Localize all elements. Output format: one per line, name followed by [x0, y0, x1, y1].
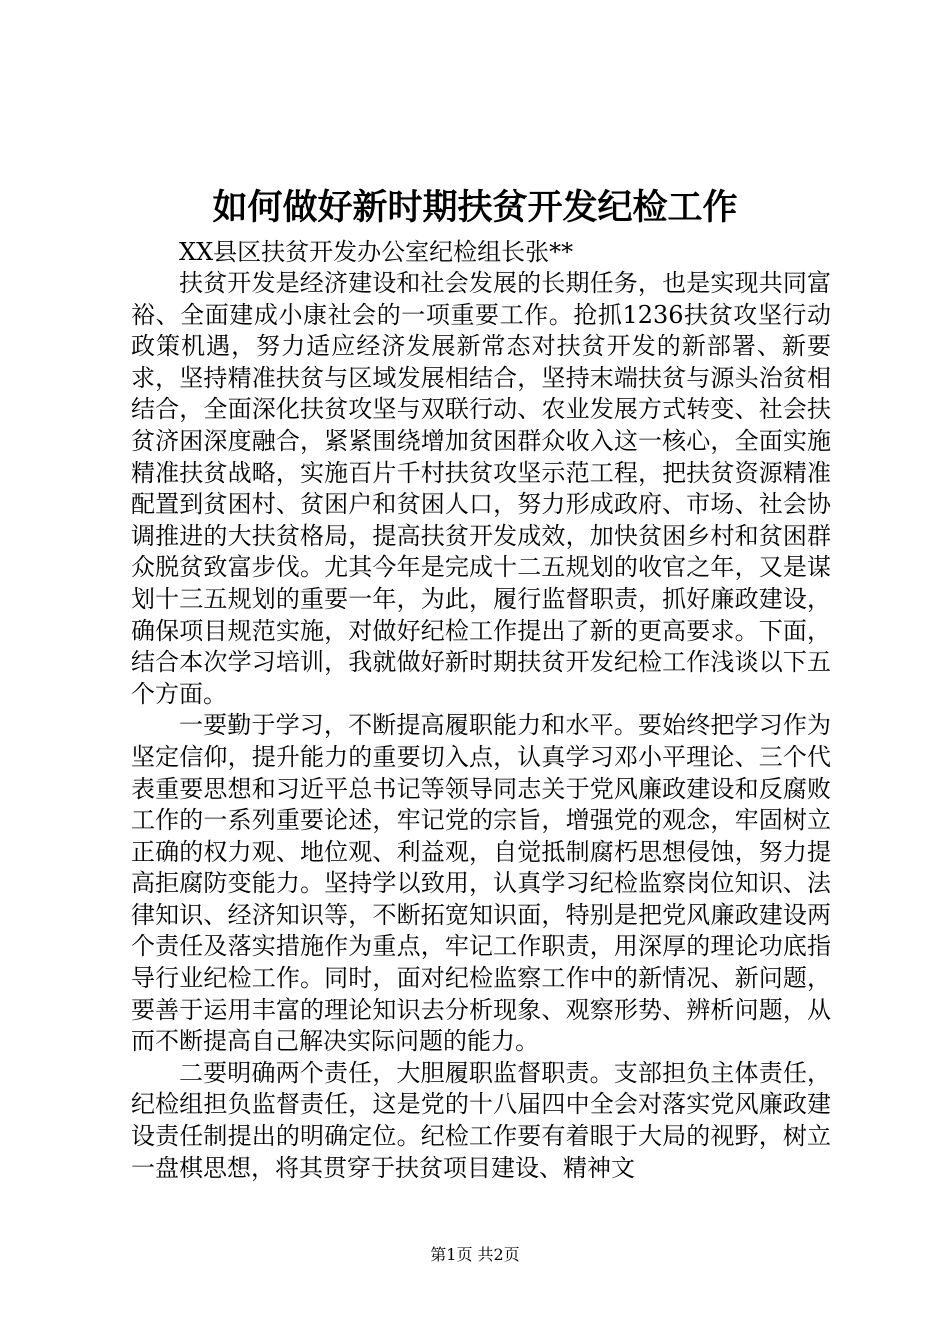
- author-line: XX县区扶贫开发办公室纪检组长张**: [179, 238, 574, 266]
- paragraph-point-one: 一要勤于学习，不断提高履职能力和水平。要始终把学习作为坚定信仰，提升能力的重要切入点，认真学习邓小平理论、三个代表重要思想和习近平总书记等领导同志关于党风廉政建设和反腐败工作的一系列重要论述，牢记党的宗旨，增强党的观念，牢固树立正确的权力观、地位观、利益观，自觉抵制腐朽思想侵蚀，努力提高拒腐防变能力。坚持学以致用，认真学习纪检监察岗位知识、法律知识、经济知识等，不断拓宽知识面，特别是把党风廉政建设两个责任及落实措施作为重点，牢记工作职责，用深厚的理论功底指导行业纪检工作。同时，面对纪检监察工作中的新情况、新问题，要善于运用丰富的理论知识去分析现象、观察形势、辨析问题，从而不断提高自己解决实际问题的能力。: [131, 711, 831, 1056]
- paragraph-point-two: 二要明确两个责任，大胆履职监督职责。支部担负主体责任，纪检组担负监督责任，这是党的十八届四中全会对落实党风廉政建设责任制提出的明确定位。纪检工作要有着眼于大局的视野，树立一盘棋思想，将其贯穿于扶贫项目建设、精神文: [131, 1058, 831, 1182]
- paragraph-intro: 扶贫开发是经济建设和社会发展的长期任务，也是实现共同富裕、全面建成小康社会的一项重要工作。抢抓1236扶贫攻坚行动政策机遇，努力适应经济发展新常态对扶贫开发的新部署、新要求，坚持精准扶贫与区域发展相结合，坚持末端扶贫与源头治贫相结合，全面深化扶贫攻坚与双联行动、农业发展方式转变、社会扶贫济困深度融合，紧紧围绕增加贫困群众收入这一核心，全面实施精准扶贫战略，实施百片千村扶贫攻坚示范工程，把扶贫资源精准配置到贫困村、贫困户和贫困人口，努力形成政府、市场、社会协调推进的大扶贫格局，提高扶贫开发成效，加快贫困乡村和贫困群众脱贫致富步伐。尤其今年是完成十二五规划的收官之年，又是谋划十三五规划的重要一年，为此，履行监督职责，抓好廉政建设，确保项目规范实施，对做好纪检工作提出了新的更高要求。下面，结合本次学习培训，我就做好新时期扶贫开发纪检工作浅谈以下五个方面。: [131, 269, 831, 708]
- page-footer: 第1页 共2页: [430, 1245, 520, 1264]
- document-body: [131, 236, 831, 1184]
- document-title: 如何做好新时期扶贫开发纪检工作: [212, 187, 738, 228]
